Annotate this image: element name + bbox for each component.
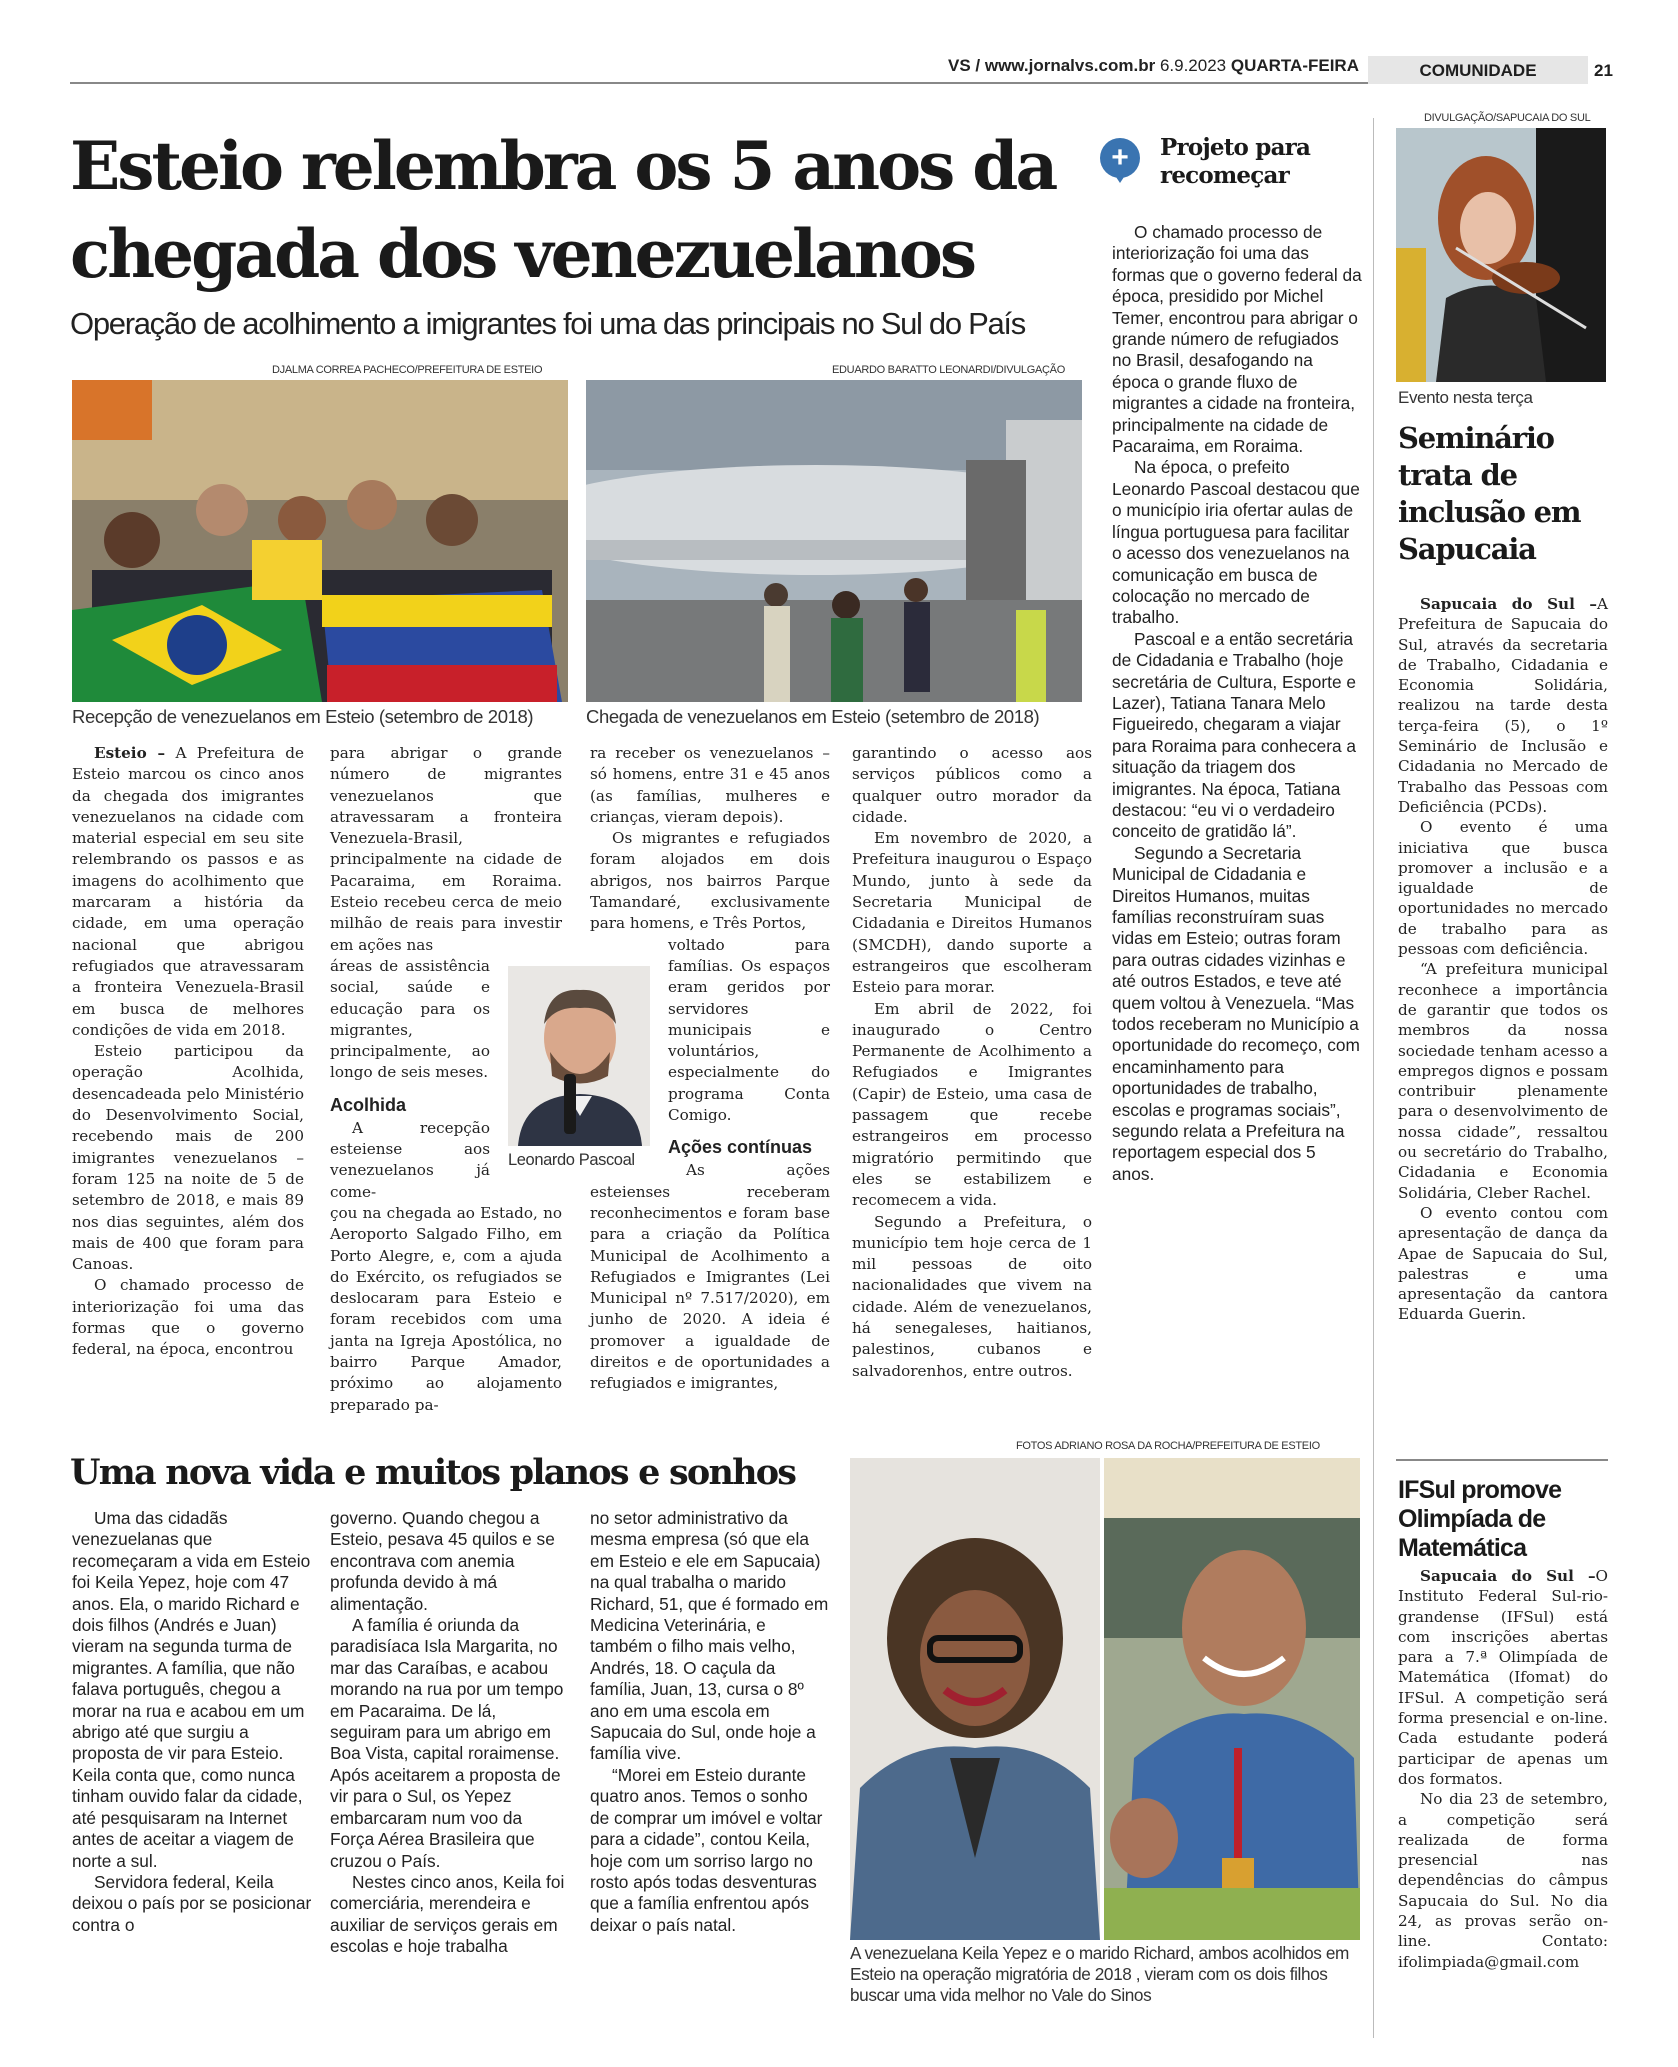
photo2-credit: EDUARDO BARATTO LEONARDI/DIVULGAÇÃO — [832, 364, 1065, 376]
main-article-column-3 — [590, 743, 830, 1395]
photo-reception-flags — [72, 380, 568, 702]
paragraph: O evento é uma iniciativa que busca promover a inclusão e a igualdade de oportunidades no mercado de trabalho para as pessoas com deficiência. — [1398, 818, 1608, 959]
second-article-column-3 — [590, 1508, 830, 1936]
keila-photo-illustration — [850, 1458, 1100, 1940]
paragraph: Segundo a Prefeitura, o município tem hoje cerca de 1 mil pessoas de oito nacionalidades que vivem na cidade. Além de venezuelanos, há senegaleses, haitianos, palestinos, cubanos e salvadorenhos, entre outros. — [852, 1212, 1092, 1380]
photo-keila-yepez — [850, 1458, 1100, 1940]
airplane-photo-illustration — [586, 380, 1082, 702]
paragraph: A Prefeitura de Sapucaia do Sul, através da secretaria de Trabalho, Cidadania e Economia Solidária, realizou na tarde desta terça-feira (5), o 1º Seminário de Inclusão e Cidadania no Mercado de Trabalho das Pessoas com Deficiência (PCDs). — [1398, 595, 1608, 816]
second-photo-credit: FOTOS ADRIANO ROSA DA ROCHA/PREFEITURA DE ESTEIO — [1016, 1440, 1320, 1452]
sidebar-divider — [1373, 118, 1374, 2038]
paragraph: Esteio participou da operação Acolhida, desencadeada pelo Ministério do Desenvolvimento Social, recebendo mais de 200 imigrantes venezuelanos – foram 125 na noite de 5 de setembro de 2018, e mais 89 nos dias seguintes, além dos mais de 400 que foram para Canoas. — [72, 1042, 304, 1274]
photo1-credit: DJALMA CORREA PACHECO/PREFEITURA DE ESTEIO — [272, 364, 543, 376]
paragraph: para abrigar o grande número de migrantes venezuelanos que atravessaram a fronteira Venezuela-Brasil, principalmente na cidade de Pacaraima, em Roraima. Esteio recebeu cerca de meio milhão de reais para investir em ações nas — [330, 744, 562, 954]
box-body — [1112, 222, 1362, 1185]
page-number: 21 — [1594, 61, 1613, 80]
paragraph: çou na chegada ao Estado, no Aeroporto Salgado Filho, em Porto Alegre, e, com a ajuda do Exército, os refugiados se deslocaram para Esteio e foram recebidos com uma janta na Igreja Apostólica, no bairro Parque Amador, próximo ao alojamento preparado pa- — [330, 1203, 562, 1414]
paragraph: Servidora federal, Keila deixou o país por se posicionar contra o — [72, 1871, 312, 1935]
paragraph: áreas de assistência social, saúde e educação para os migrantes, principalmente, ao longo de seis meses. — [330, 956, 490, 1082]
sidebar-story-ifsul — [1398, 1566, 1608, 1972]
paragraph: Na época, o prefeito Leonardo Pascoal destacou que o município iria ofertar aulas de língua portuguesa para facilitar o acesso dos venezuelanos na comunicação em busca de colocação no mercado de trabalho. — [1112, 457, 1360, 628]
paragraph: Uma das cidadãs venezuelanas que recomeçaram a vida em Esteio foi Keila Yepez, hoje com 47 anos. Ela, o marido Richard e dois filhos (Andrés e Juan) vieram na segunda turma de migrantes. A família, que não falava português, chegou a morar na rua e acabou em um abrigo até que surgiu a proposta de vir para Esteio. Keila conta que, como nunca tinham ouvido falar da cidade, até pesquisaram na Internet antes de aceitar a viagem de norte a sul. — [72, 1508, 311, 1871]
paragraph: O Instituto Federal Sul-rio-grandense (IFSul) está com inscrições abertas para a 7.ª Olimpíada de Matemática (Ifomat) do IFSul. A competição será forma presencial e on-line. Cada estudante poderá participar de apenas um dos formatos. — [1398, 1567, 1608, 1788]
main-article-column-4 — [852, 743, 1092, 1382]
second-photo-caption: A venezuelana Keila Yepez e o marido Richard, ambos acolhidos em Esteio na operação migratória de 2018 , vieram com os dois filhos buscar uma vida melhor no Vale do Sinos — [850, 1943, 1349, 2005]
main-article-column-1 — [72, 743, 304, 1361]
paragraph: garantindo o acesso aos serviços públicos como a qualquer outro morador da cidade. — [852, 744, 1092, 826]
subheading-acoes-continuas: Ações contínuas — [668, 1137, 813, 1158]
paragraph: As ações esteienses receberam reconhecimentos e foram base para a criação da Política Municipal de Acolhimento a Refugiados e Imigrantes (Lei Municipal nº 7.517/2020), em junho de 2020. A ideia é promover a igualdade de direitos e de oportunidades a refugiados e imigrantes, — [590, 1161, 830, 1393]
paragraph: O evento contou com apresentação de dança da Apae de Sapucaia do Sul, palestras e uma apresentação da cantora Eduarda Guerin. — [1398, 1203, 1608, 1324]
publication-date: 6.9.2023 — [1159, 56, 1227, 75]
box-headline: Projeto para recomeçar — [1160, 134, 1311, 189]
photo-airplane-arrival — [586, 380, 1082, 702]
paragraph: voltado para famílias. Os espaços eram geridos por servidores municipais e voluntários, especialmente do programa Conta Comigo. — [668, 935, 830, 1125]
sidebar-photo-credit: DIVULGAÇÃO/SAPUCAIA DO SUL — [1424, 112, 1591, 124]
main-headline: Esteio relembra os 5 anos da chegada dos venezuelanos — [70, 127, 1056, 293]
paragraph: O chamado processo de interiorização foi uma das formas que o governo federal, na época, encontrou — [72, 1276, 304, 1359]
header-rule — [70, 82, 1370, 84]
plus-pin-icon: + — [1100, 138, 1140, 178]
reception-photo-illustration — [72, 380, 568, 702]
violinist-photo-illustration — [1396, 128, 1606, 382]
paragraph: Nestes cinco anos, Keila foi comerciária, merendeira e auxiliar de serviços gerais em escolas e hoje trabalha — [330, 1871, 565, 1957]
sidebar-story-seminario — [1398, 594, 1608, 1325]
second-article-column-1 — [72, 1508, 312, 1936]
paragraph: no setor administrativo da mesma empresa (só que ela em Esteio e ele em Sapucaia) na qual trabalha o marido Richard, 51, que é formado em Medicina Veterinária, e também o filho mais velho, Andrés, 18. O caçula da família, Juan, 13, cursa o 8º ano em uma escola em Sapucaia do Sul, onde hoje a família vive. — [590, 1508, 829, 1764]
richard-photo-illustration — [1104, 1458, 1360, 1940]
paragraph: Pascoal e a então secretária de Cidadania e Trabalho (hoje secretária de Cultura, Esporte e Lazer), Tatiana Tanara Melo Figueiredo, chegaram a viajar para Roraima para conhecera a situação da triagem dos imigrantes. Na época, Tatiana destacou: “eu vi o verdadeiro conceito de gratidão lá”. — [1112, 628, 1356, 842]
site-url: VS / www.jornalvs.com.br — [948, 56, 1156, 75]
portrait-caption: Leonardo Pascoal — [508, 1151, 635, 1169]
dateline: Esteio – — [94, 744, 166, 762]
paragraph: A família é oriunda da paradisíaca Isla Margarita, no mar das Caraíbas, e acabou morando na rua por um tempo em Pacaraima. De lá, seguiram para um abrigo em Boa Vista, capital roraimense. Após aceitarem a proposta de vir para o Sul, os Yepez embarcaram num voo da Força Aérea Brasileira que cruzou o País. — [330, 1615, 564, 1871]
paragraph: A recepção esteiense aos venezuelanos já come- — [330, 1118, 490, 1201]
sidebar-photo-caption: Evento nesta terça — [1398, 388, 1533, 407]
paragraph: A Prefeitura de Esteio marcou os cinco anos da chegada dos imigrantes venezuelanos na cidade com material especial em seu site relembrando os passos e as imagens do acolhimento que marcaram a história da cidade, em uma operação nacional que abrigou refugiados que atravessaram a fronteira Venezuela-Brasil em busca de melhores condições de vida em 2018. — [72, 744, 305, 1039]
main-subheadline: Operação de acolhimento a imigrantes foi uma das principais no Sul do País — [70, 306, 1025, 341]
paragraph: governo. Quando chegou a Esteio, pesava 45 quilos e se encontrava com anemia profunda devido à má alimentação. — [330, 1508, 555, 1614]
paragraph: ra receber os venezuelanos – só homens, entre 31 e 45 anos (as famílias, mulheres e crianças, vieram depois). — [590, 744, 830, 826]
paragraph: No dia 23 de setembro, a competição será realizada de forma presencial nas dependências do câmpus Sapucaia do Sul. No dia 24, as provas serão on-line. Contato: ifolimpiada@gmail.com — [1398, 1790, 1608, 1971]
paragraph: Os migrantes e refugiados foram alojados em dois abrigos, nos bairros Parque Tamandaré, exclusivamente para homens, e Três Portos, — [590, 829, 830, 933]
second-article-column-2 — [330, 1508, 570, 1958]
photo1-caption: Recepção de venezuelanos em Esteio (setembro de 2018) — [72, 706, 534, 727]
photo-violinist — [1396, 128, 1606, 382]
section-label: COMUNIDADE — [1368, 56, 1588, 84]
subheading-acolhida: Acolhida — [330, 1094, 407, 1115]
second-article-headline: Uma nova vida e muitos planos e sonhos — [70, 1452, 796, 1493]
weekday: QUARTA-FEIRA — [1230, 56, 1359, 75]
sidebar-headline-seminario: Seminário trata de inclusão em Sapucaia — [1398, 421, 1581, 566]
dateline: Sapucaia do Sul – — [1420, 595, 1598, 613]
sidebar-headline-ifsul: IFSul promove Olimpíada de Matemática — [1398, 1476, 1562, 1562]
paragraph: “Morei em Esteio durante quatro anos. Temos o sonho de comprar um imóvel e voltar para a cidade”, contou Keila, hoje com um sorriso largo no rosto após todas desventuras que a família enfrentou após deixar o país natal. — [590, 1764, 823, 1935]
dateline: Sapucaia do Sul – — [1420, 1567, 1596, 1585]
sidebar-story-divider — [1396, 1459, 1608, 1461]
paragraph: Em abril de 2022, foi inaugurado o Centro Permanente de Acolhimento a Refugiados e Imigrantes (Capir) de Esteio, uma casa de passagem que recebe estrangeiros em processo migratório permitindo que eles se estabilizem e recomecem a vida. — [852, 999, 1092, 1210]
paragraph: O chamado processo de interiorização foi uma das formas que o governo federal da época, presidido por Michel Temer, encontrou para abrigar o grande número de refugiados no Brasil, desafogando na época o grande fluxo de migrantes a cidade na fronteira, principalmente na cidade de Pacaraima, em Roraima. — [1112, 222, 1362, 457]
page-header-info — [948, 56, 1359, 76]
paragraph: “A prefeitura municipal reconhece a importância de garantir que todos os membros da nossa sociedade tenham acesso a empregos dignos e possam contribuir plenamente para o desenvolvimento de nossa cidade”, ressaltou ou secretário do Trabalho, Cidadania e Economia Solidária, Cleber Rachel. — [1398, 960, 1608, 1202]
photo-richard — [1104, 1458, 1360, 1940]
photo2-caption: Chegada de venezuelanos em Esteio (setembro de 2018) — [586, 706, 1040, 727]
paragraph: Em novembro de 2020, a Prefeitura inaugurou o Espaço Mundo, junto à sede da Secretaria Municipal de Cidadania e Direitos Humanos (SMCDH), dando suporte a estrangeiros que escolheram Esteio para morar. — [852, 829, 1092, 997]
paragraph: Segundo a Secretaria Municipal de Cidadania e Direitos Humanos, muitas famílias reconstruíram suas vidas em Esteio; outras foram para outras cidades vizinhas e até outros Estados, e teve até quem voltou à Venezuela. “Mas todos receberam no Município a oportunidade do recomeço, com encaminhamento para oportunidades de trabalho, escolas e programas sociais”, segundo relata a Prefeitura na reportagem especial dos 5 anos. — [1112, 842, 1360, 1184]
